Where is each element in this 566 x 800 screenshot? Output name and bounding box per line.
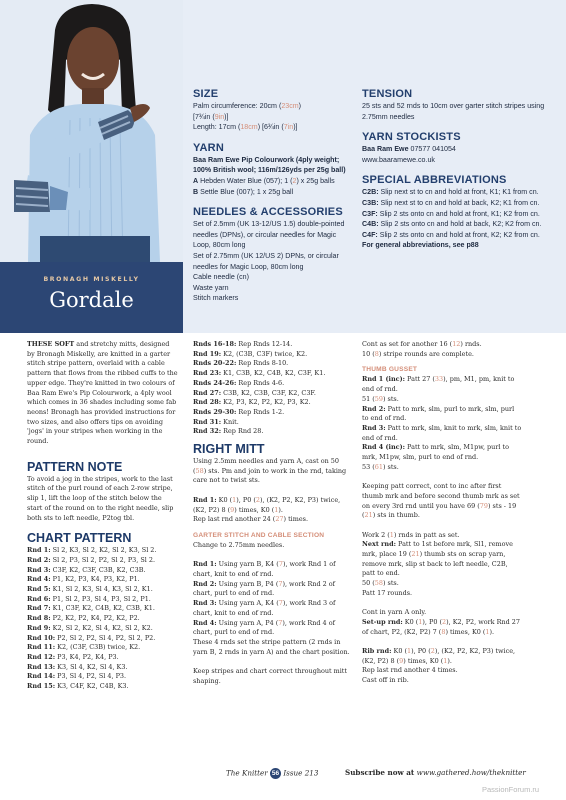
garter-row: Rnd 2: Using yarn B, P4 (7), work Rnd 2 of chart, purl to end of rnd. <box>193 579 336 598</box>
garter-section-heading: GARTER STITCH AND CABLE SECTION <box>193 531 325 539</box>
chart-row: Rnd 13: K3, Sl 4, K2, Sl 4, K3. <box>27 662 128 671</box>
subscribe-link[interactable]: www.gathered.how/theknitter <box>416 768 526 777</box>
page-number: 56 <box>271 770 280 777</box>
watermark: PassionForum.ru <box>482 785 540 794</box>
chart-pattern-heading: CHART PATTERN <box>27 531 132 546</box>
footer-left <box>226 768 318 779</box>
header-panel <box>0 0 566 333</box>
yarn-a-only: Cont in yarn A only. <box>362 608 427 617</box>
yarn-brand: Baa Ram Ewe Pip Colourwork (4ply weight; 100% British wool; 116m/126yds per 25g ball) <box>193 155 346 175</box>
thumb-gusset-heading: THUMB GUSSET <box>362 366 418 374</box>
abbreviation-item: C3B: Slip next st to cn and hold at back, K2; K1 from cn. <box>362 198 540 207</box>
gusset-patt: Patt 17 rounds. <box>362 588 413 597</box>
chart-row: Rnd 12: P3, K4, P2, K4, P3. <box>27 652 119 661</box>
chart-row: Rnd 11: K2, (C3F, C3B) twice, K2. <box>27 643 141 652</box>
subscribe-label: Subscribe now at <box>345 768 417 777</box>
abbreviation-general: For general abbreviations, see p88 <box>362 241 479 250</box>
pattern-title: Gordale <box>49 288 134 312</box>
chart-row: Rnd 19: K2, (C3B, C3F) twice, K2. <box>193 349 308 358</box>
rib-rnd: Rib rnd: K0 (1), P0 (2), (K2, P2, K2, P3) twice, (K2, P2) 8 (9) times, K0 (1). <box>362 647 516 665</box>
needles-line: Set of 2.5mm (UK 13-12/US 1.5) double-pointed needles (DPNs), or circular needles for Magic Loop, 80cm long <box>193 220 345 250</box>
chart-row: Rnds 20-22: Rep Rnds 8-10. <box>193 359 289 368</box>
spec-column-left <box>193 88 353 304</box>
gusset-count: 51 (59) sts. <box>362 394 399 403</box>
gusset-rnd-4: Rnd 4 (inc): Patt to mrk, slm, M1pw, purl to mrk, M1pw, slm, purl to end of rnd. <box>362 443 509 462</box>
chart-row: Rnd 23: K1, C3B, K2, C4B, K2, C3F, K1. <box>193 369 326 378</box>
chart-row: Rnds 16-18: Rep Rnds 12-14. <box>193 340 293 348</box>
magazine-name: The Knitter <box>226 768 268 778</box>
garter-row: Rnd 4: Using yarn A, P4 (7), work Rnd 4 of chart, purl to end of rnd. <box>193 618 335 637</box>
title-bar <box>0 262 183 333</box>
needles-line: Stitch markers <box>193 294 239 303</box>
chart-row: Rnd 28: K2, P3, K2, P2, K2, P3, K2. <box>193 398 311 407</box>
designer-name: BRONAGH MISKELLY <box>43 276 140 283</box>
needles-line: Waste yarn <box>193 283 229 292</box>
chart-row: Rnd 3: C3F, K2, C3F, C3B, K2, C3B. <box>27 565 146 574</box>
gusset-keep: Keeping patt correct, cont to inc after first thumb mrk and before second thumb mrk as set on every 3rd rnd until you have 69 (79) sts - 19 (21) sts in thumb. <box>362 482 520 520</box>
yarn-b: B Settle Blue (007); 1 x 25g ball <box>193 187 294 196</box>
chart-row: Rnd 7: K1, C3F, K2, C4B, K2, C3B, K1. <box>27 604 155 613</box>
chart-row: Rnds 29-30: Rep Rnds 1-2. <box>193 407 285 416</box>
chart-row: Rnd 27: C3B, K2, C3B, C3F, K2, C3F. <box>193 388 316 397</box>
chart-row: Rnd 4: P1, K2, P3, K4, P3, K2, P1. <box>27 575 140 584</box>
pattern-note-text: To avoid a jog in the stripes, work to the last stitch of the purl round of each 2-row stripe, slip 1, lift the loop of the stitch below the start of the round on to the right needle, slip both sts to left needle, P2tog tbl. <box>27 474 174 522</box>
model-photo-illustration <box>0 0 183 262</box>
garter-after: These 4 rnds set the stripe pattern (2 rnds in yarn B, 2 rnds in yarn A) and the chart position. <box>193 637 350 656</box>
abbreviation-item: C2B: Slip next st to cn and hold at front, K1; K1 from cn. <box>362 188 539 197</box>
garter-intro: Change to 2.75mm needles. <box>193 540 285 549</box>
issue-number: Issue 213 <box>283 768 319 778</box>
garter-keep: Keep stripes and chart correct throughout mitt shaping. <box>193 667 347 685</box>
chart-row: Rnd 10: P2, Sl 2, P2, Sl 4, P2, Sl 2, P2. <box>27 633 156 642</box>
column-2 <box>193 340 353 686</box>
chart-row: Rnd 9: K2, Sl 2, K2, Sl 4, K2, Sl 2, K2. <box>27 623 153 632</box>
right-mitt-heading: RIGHT MITT <box>193 442 265 457</box>
abbreviation-item: C4F: Slip 2 sts onto cn and hold at front, K2; K2 from cn. <box>362 230 540 239</box>
rib-repeat: Rep last rnd another 4 times. <box>362 666 458 675</box>
gusset-count: 53 (61) sts. <box>362 462 399 471</box>
yarn-a: A Hebden Water Blue (057); 1 (2) x 25g balls <box>193 176 335 185</box>
size-palm-in: [7¾in (9in)] <box>193 112 229 121</box>
size-length: Length: 17cm (18cm) [6¾in (7in)] <box>193 123 298 132</box>
chart-row: Rnd 14: P3, Sl 4, P2, Sl 4, P3. <box>27 672 127 681</box>
gusset-count: 50 (58) sts. <box>362 579 399 588</box>
garter-row: Rnd 1: Using yarn B, K4 (7), work Rnd 1 of chart, knit to end of rnd. <box>193 560 336 579</box>
footer-right <box>345 768 526 777</box>
intro-paragraph: THESE SOFT and stretchy mitts, designed by Bronagh Miskelly, are knitted in a garter stitch stripe pattern, overlaid with a cable pattern that flows from the ribbed cuffs to the upper edge. They're knitted in two colours of Baa Ram Ewe's Pip Colourwork, a 4ply wool which comes in 36 shades including some fab neons! Bronagh has provided instructions for two sizes, and also offers tips on avoiding 'jogs' in your stripes when working in the round. <box>27 340 178 446</box>
size-heading: SIZE <box>193 88 219 100</box>
stockists-heading: YARN STOCKISTS <box>362 131 461 144</box>
pattern-note-heading: PATTERN NOTE <box>27 459 123 474</box>
abbreviations-heading: SPECIAL ABBREVIATIONS <box>362 174 507 187</box>
cont-instruction: Cont as set for another 16 (12) rnds. <box>362 340 482 348</box>
chart-row: Rnd 32: Rep Rnd 28. <box>193 427 264 436</box>
stockist-name: Baa Ram Ewe 07577 041054 <box>362 145 456 154</box>
chart-pattern-rows <box>27 546 179 692</box>
cast-off: Cast off in rib. <box>362 676 409 685</box>
needles-heading: NEEDLES & ACCESSORIES <box>193 206 343 219</box>
column-1 <box>27 340 179 692</box>
setup-rnd: Set-up rnd: K0 (1), P0 (2), K2, P2, work Rnd 27 of chart, P2, (K2, P2) 7 (8) times, K0 (1). <box>362 617 520 636</box>
gusset-rnd-2: Rnd 2: Patt to mrk, slm, purl to mrk, slm, purl to end of rnd. <box>362 404 515 423</box>
stripe-count: 10 (8) stripe rounds are complete. <box>362 349 474 358</box>
stockist-web: www.baaramewe.co.uk <box>362 155 435 164</box>
chart-row: Rnds 24-26: Rep Rnds 4-6. <box>193 378 285 387</box>
chart-row: Rnd 1: Sl 2, K3, Sl 2, K2, Sl 2, K3, Sl 2. <box>27 546 157 555</box>
gusset-rnd-1: Rnd 1 (inc): Patt 27 (33), pm, M1, pm, knit to end of rnd. <box>362 375 515 394</box>
gusset-work: Work 2 (1) rnds in patt as set. <box>362 530 460 539</box>
tension-heading: TENSION <box>362 88 413 100</box>
rib-instruction: Rnd 1: K0 (1), P0 (2), (K2, P2, K2, P3) twice, (K2, P2) 8 (9) times, K0 (1). <box>193 495 341 514</box>
abbreviation-item: C3F: Slip 2 sts onto cn and hold at front, K1; K2 from cn. <box>362 209 540 218</box>
needles-line: Set of 2.75mm (UK 12/US 2) DPNs, or circular needles for Magic Loop, 80cm long <box>193 251 339 271</box>
chart-row: Rnd 31: Knit. <box>193 417 239 426</box>
abbreviation-item: C4B: Slip 2 sts onto cn and hold at back, K2; K2 from cn. <box>362 220 542 229</box>
chart-row: Rnd 6: P1, Sl 2, P3, Sl 4, P3, Sl 2, P1. <box>27 594 151 603</box>
yarn-heading: YARN <box>193 141 224 154</box>
chart-row: Rnd 2: Sl 2, P3, Sl 2, P2, Sl 2, P3, Sl 2. <box>27 555 156 564</box>
chart-row: Rnd 15: K3, C4F, K2, C4B, K3. <box>27 682 129 691</box>
cast-on-instruction: Using 2.5mm needles and yarn A, cast on 50 (58) sts. Pm and join to work in the rnd, taking care not to twist sts. <box>193 457 347 485</box>
column-3 <box>362 340 522 686</box>
size-palm: Palm circumference: 20cm (23cm) <box>193 102 302 110</box>
chart-row: Rnd 8: P2, K2, P2, K4, P2, K2, P2. <box>27 614 140 623</box>
garter-row: Rnd 3: Using yarn A, K4 (7), work Rnd 3 of chart, knit to end of rnd. <box>193 599 336 617</box>
needles-line: Cable needle (cn) <box>193 273 249 282</box>
rib-repeat: Rep last rnd another 24 (27) times. <box>193 515 308 524</box>
chart-row: Rnd 5: K1, Sl 2, K3, Sl 4, K3, Sl 2, K1. <box>27 585 153 594</box>
gusset-rnd-3: Rnd 3: Patt to mrk, slm, knit to mrk, slm, knit to end of rnd. <box>362 423 522 442</box>
spec-column-right <box>362 88 557 251</box>
tension-text: 25 sts and 52 rnds to 10cm over garter stitch stripes using 2.75mm needles <box>362 102 545 121</box>
gusset-next-rnd: Next rnd: Patt to 1st before mrk, Sl1, remove mrk, place 19 (21) thumb sts on scrap yarn, remove mrk, slip st back to left needle, C2B, patt to end. <box>362 540 513 578</box>
